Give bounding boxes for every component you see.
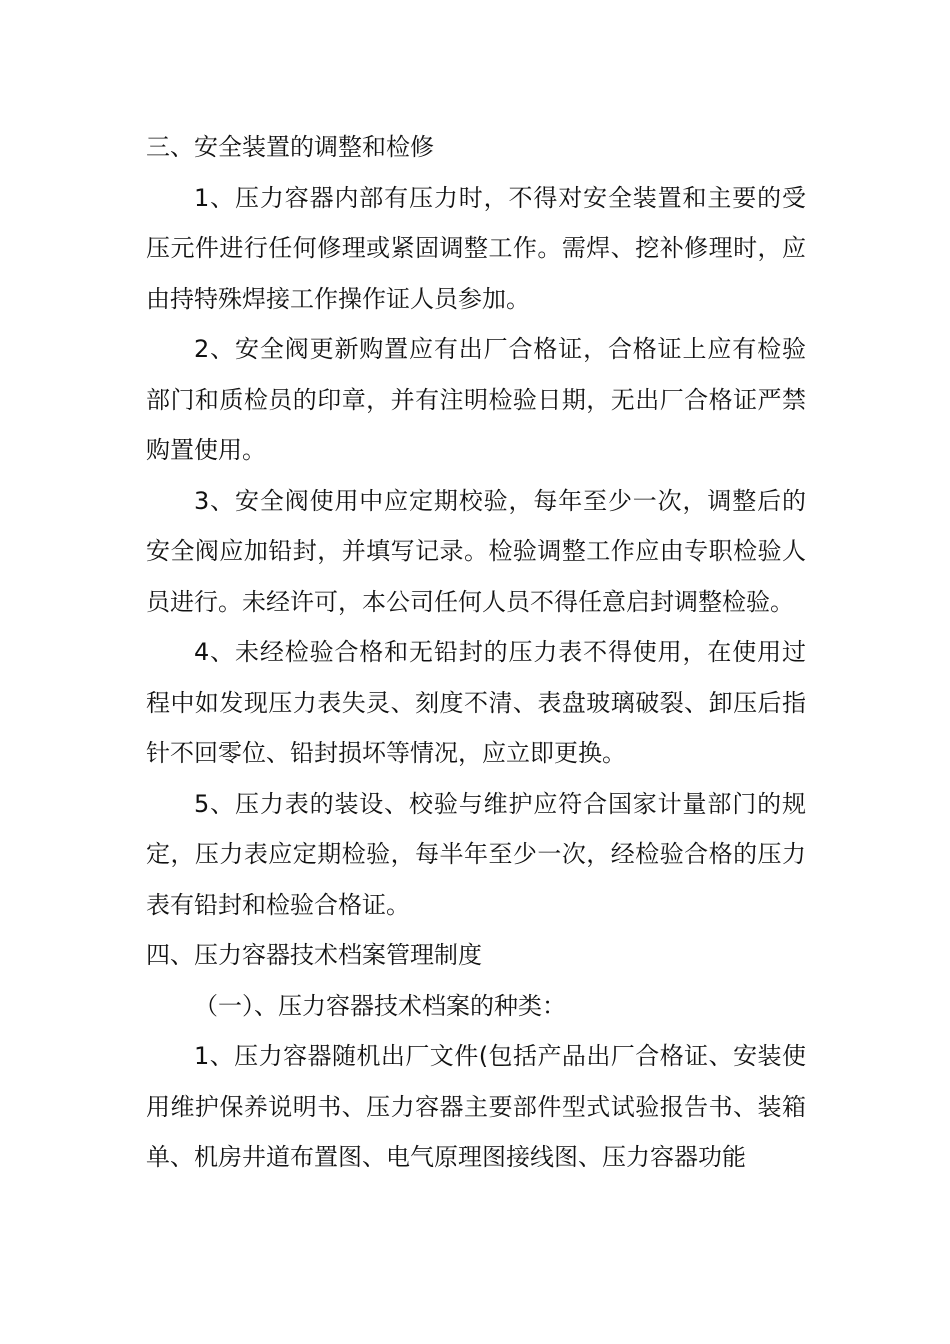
paragraph-3-1: 1、压力容器内部有压力时，不得对安全装置和主要的受压元件进行任何修理或紧固调整工作。需焊、挖补修理时，应由持特殊焊接工作操作证人员参加。 bbox=[146, 183, 806, 313]
paragraph-3-4: 4、未经检验合格和无铅封的压力表不得使用，在使用过程中如发现压力表失灵、刻度不清、表盘玻璃破裂、卸压后指针不回零位、铅封损坏等情况，应立即更换。 bbox=[146, 638, 806, 767]
section-heading-4: 四、压力容器技术档案管理制度 bbox=[146, 941, 482, 969]
paragraph-3-2: 2、安全阀更新购置应有出厂合格证，合格证上应有检验部门和质检员的印章，并有注明检验日期，无出厂合格证严禁购置使用。 bbox=[146, 335, 806, 464]
section-heading-3: 三、安全装置的调整和检修 bbox=[146, 133, 434, 161]
document-body bbox=[146, 122, 806, 1183]
paragraph-4-1-1: 1、压力容器随机出厂文件(包括产品出厂合格证、安装使用维护保养说明书、压力容器主要部件型式试验报告书、装箱单、机房井道布置图、电气原理图接线图、压力容器功能 bbox=[146, 1042, 806, 1171]
paragraph-3-5: 5、压力表的装设、校验与维护应符合国家计量部门的规定，压力表应定期检验，每半年至少一次，经检验合格的压力表有铅封和检验合格证。 bbox=[146, 789, 806, 919]
paragraph-3-3: 3、安全阀使用中应定期校验，每年至少一次，调整后的安全阀应加铅封，并填写记录。检验调整工作应由专职检验人员进行。未经许可，本公司任何人员不得任意启封调整检验。 bbox=[146, 486, 806, 616]
subsection-heading-4-1: （一）、压力容器技术档案的种类： bbox=[194, 991, 566, 1020]
